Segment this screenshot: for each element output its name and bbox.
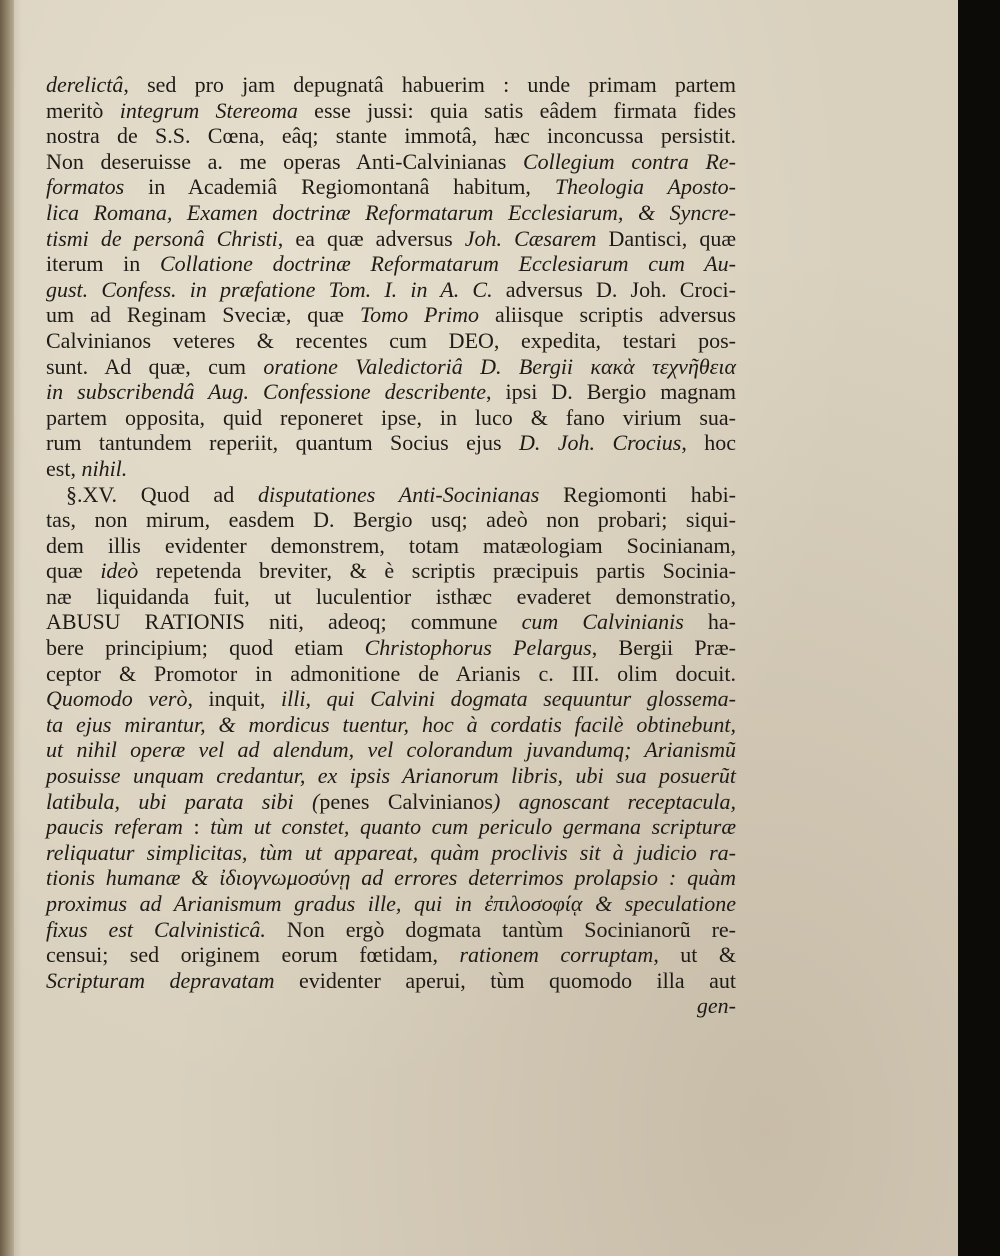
text-line xyxy=(46,72,736,98)
text-line xyxy=(46,430,736,456)
italic-text: nihil. xyxy=(81,455,128,481)
text-line xyxy=(46,507,736,533)
italic-text: cum Calvinianis xyxy=(521,609,684,635)
roman-text: , ipsi D. Bergio magnam xyxy=(486,379,736,405)
roman-text: Regiomonti habi- xyxy=(539,481,737,507)
text-line xyxy=(46,456,736,482)
italic-text: ta ejus mirantur, & mordicus tuentur, hoc à cordatis facilè obtinebunt, xyxy=(46,711,736,737)
roman-text: tas, non mirum, easdem D. Bergio usq; adeò non probari; siqui- xyxy=(46,507,736,533)
text-line xyxy=(46,942,736,968)
text-line xyxy=(46,98,736,124)
roman-text: adversus D. Joh. Croci- xyxy=(492,276,736,302)
roman-text: , inquit, xyxy=(187,686,281,712)
roman-text: aliisque scriptis adversus xyxy=(479,302,736,328)
italic-text: Scripturam depravatam xyxy=(46,967,275,993)
text-line xyxy=(46,251,736,277)
roman-text: , sed pro jam depugnatâ habuerim : unde primam partem xyxy=(123,72,736,97)
text-line xyxy=(46,174,736,200)
text-line xyxy=(46,891,736,917)
roman-text: ABUSU RATIONIS niti, adeoq; commune xyxy=(46,609,522,635)
text-line xyxy=(46,814,736,840)
roman-text: partem opposita, quid reponeret ipse, in luco & fano virium sua- xyxy=(46,404,736,430)
text-line xyxy=(46,686,736,712)
text-line xyxy=(46,763,736,789)
text-line xyxy=(46,123,736,149)
italic-text: Collatione doctrinæ Reformatarum Ecclesiarum cum Au- xyxy=(159,251,736,277)
italic-text: Collegium contra Re- xyxy=(523,148,736,174)
italic-text: D. Joh. Crocius xyxy=(518,430,682,456)
italic-text: lica Romana, Examen doctrinæ Reformatarum Ecclesiarum, & Syncre- xyxy=(46,199,736,225)
italic-text: ) agnoscant receptacula, xyxy=(492,788,736,814)
text-line xyxy=(46,149,736,175)
roman-text: sunt. Ad quæ, cum xyxy=(46,353,264,379)
roman-text: iterum in xyxy=(46,251,160,277)
italic-text: latibula, ubi parata sibi ( xyxy=(46,788,320,814)
italic-text: disputationes Anti-Socinianas xyxy=(258,481,540,507)
roman-text: rum tantundem reperiit, quantum Socius ejus xyxy=(46,430,519,456)
text-line xyxy=(46,200,736,226)
italic-text: formatos xyxy=(46,174,125,200)
italic-text: reliquatur simplicitas, tùm ut appareat, quàm proclivis sit à judicio ra- xyxy=(46,839,736,865)
italic-text: posuisse unquam credantur, ex ipsis Arianorum libris, ubi sua posuerũt xyxy=(46,763,736,789)
italic-text: Quomodo verò xyxy=(46,686,188,712)
italic-text: tùm ut constet, quanto cum periculo germana scripturæ xyxy=(210,814,736,840)
text-line xyxy=(46,712,736,738)
text-line xyxy=(46,865,736,891)
text-line xyxy=(46,482,736,508)
italic-text: tionis humanæ & ἰδιογνωμοσύνῃ ad errores deterrimos prolapsio : quàm xyxy=(46,865,736,891)
italic-text: Tomo Primo xyxy=(359,302,480,328)
text-line xyxy=(46,737,736,763)
roman-text: in Academiâ Regiomontanâ habitum, xyxy=(124,174,555,200)
italic-text: gen- xyxy=(696,993,736,1019)
italic-text: integrum Stereoma xyxy=(119,97,298,123)
text-line xyxy=(46,635,736,661)
roman-text: evidenter aperui, tùm quomodo illa aut xyxy=(274,967,736,993)
italic-text: ideò xyxy=(100,558,139,584)
text-line xyxy=(46,379,736,405)
italic-text: Joh. Cæsarem xyxy=(464,225,597,251)
text-line xyxy=(46,277,736,303)
roman-text: , ea quæ adversus xyxy=(277,225,465,251)
text-line xyxy=(46,533,736,559)
roman-text: um ad Reginam Sveciæ, quæ xyxy=(46,302,360,328)
roman-text: est, xyxy=(46,455,82,481)
italic-text: Theologia Aposto- xyxy=(554,174,736,200)
text-line xyxy=(46,558,736,584)
text-line xyxy=(46,917,736,943)
roman-text: : xyxy=(182,814,211,840)
roman-text: repetenda breviter, & è scriptis præcipuis partis Socinia- xyxy=(138,558,736,584)
italic-text: paucis referam xyxy=(46,814,183,840)
roman-text: quæ xyxy=(46,558,101,584)
roman-text: ceptor & Promotor in admonitione de Arianis c. III. olim docuit. xyxy=(46,660,736,686)
italic-text: gust. Confess. in præfatione Tom. I. in A. C. xyxy=(46,276,493,302)
roman-text: , Bergii Præ- xyxy=(591,635,736,661)
roman-text: meritò xyxy=(46,97,120,123)
italic-text: in subscribendâ Aug. Confessione describente xyxy=(46,379,487,405)
text-line xyxy=(46,302,736,328)
roman-text: Calvinianos veteres & recentes cum DEO, expedita, testari pos- xyxy=(46,327,736,353)
roman-text: §.XV. Quod ad xyxy=(66,481,259,507)
roman-text: Non deseruisse a. me operas Anti-Calvinianas xyxy=(46,148,523,174)
roman-text: , hoc xyxy=(681,430,736,456)
italic-text: oratione Valedictoriâ D. Bergii κακὰ τεχνῆθεια xyxy=(263,353,737,379)
roman-text: penes Calvinianos xyxy=(319,788,493,814)
roman-text: nostra de S.S. Cœna, eâq; stante immotâ, hæc inconcussa persistit. xyxy=(46,123,736,149)
text-line xyxy=(46,226,736,252)
text-line xyxy=(46,405,736,431)
roman-text: Dantisci, quæ xyxy=(596,225,736,251)
text-line xyxy=(46,968,736,994)
text-line xyxy=(46,354,736,380)
roman-text: censui; sed originem eorum fœtidam, xyxy=(46,942,460,968)
text-line xyxy=(46,840,736,866)
italic-text: ut nihil operæ vel ad alendum, vel colorandum juvandumq; Arianismũ xyxy=(46,737,736,763)
text-line xyxy=(46,789,736,815)
roman-text: , ut & xyxy=(653,942,736,968)
text-line xyxy=(46,993,736,1019)
italic-text: derelictâ xyxy=(46,72,124,97)
italic-text: rationem corruptam xyxy=(459,942,654,968)
roman-text: Non ergò dogmata tantùm Socinianorũ re- xyxy=(265,916,736,942)
roman-text: esse jussi: quia satis eâdem firmata fides xyxy=(297,97,737,123)
page-gutter xyxy=(0,0,14,1256)
text-line xyxy=(46,661,736,687)
body-text xyxy=(46,72,736,1019)
roman-text: næ liquidanda fuit, ut luculentior isthæc evaderet demonstratio, xyxy=(46,583,736,609)
italic-text: tismi de personâ Christi xyxy=(46,225,278,251)
roman-text: bere principium; quod etiam xyxy=(46,635,365,661)
text-line xyxy=(46,609,736,635)
italic-text: fixus est Calvinisticâ. xyxy=(46,916,266,942)
italic-text: illi, qui Calvini dogmata sequuntur glossema- xyxy=(281,686,736,712)
roman-text: ha- xyxy=(683,609,736,635)
text-line xyxy=(46,328,736,354)
italic-text: Christophorus Pelargus xyxy=(364,635,592,661)
roman-text: dem illis evidenter demonstrem, totam matæologiam Socinianam, xyxy=(46,532,736,558)
text-line xyxy=(46,584,736,610)
italic-text: proximus ad Arianismum gradus ille, qui in ἐπιλοσοφίᾳ & speculatione xyxy=(46,891,736,916)
